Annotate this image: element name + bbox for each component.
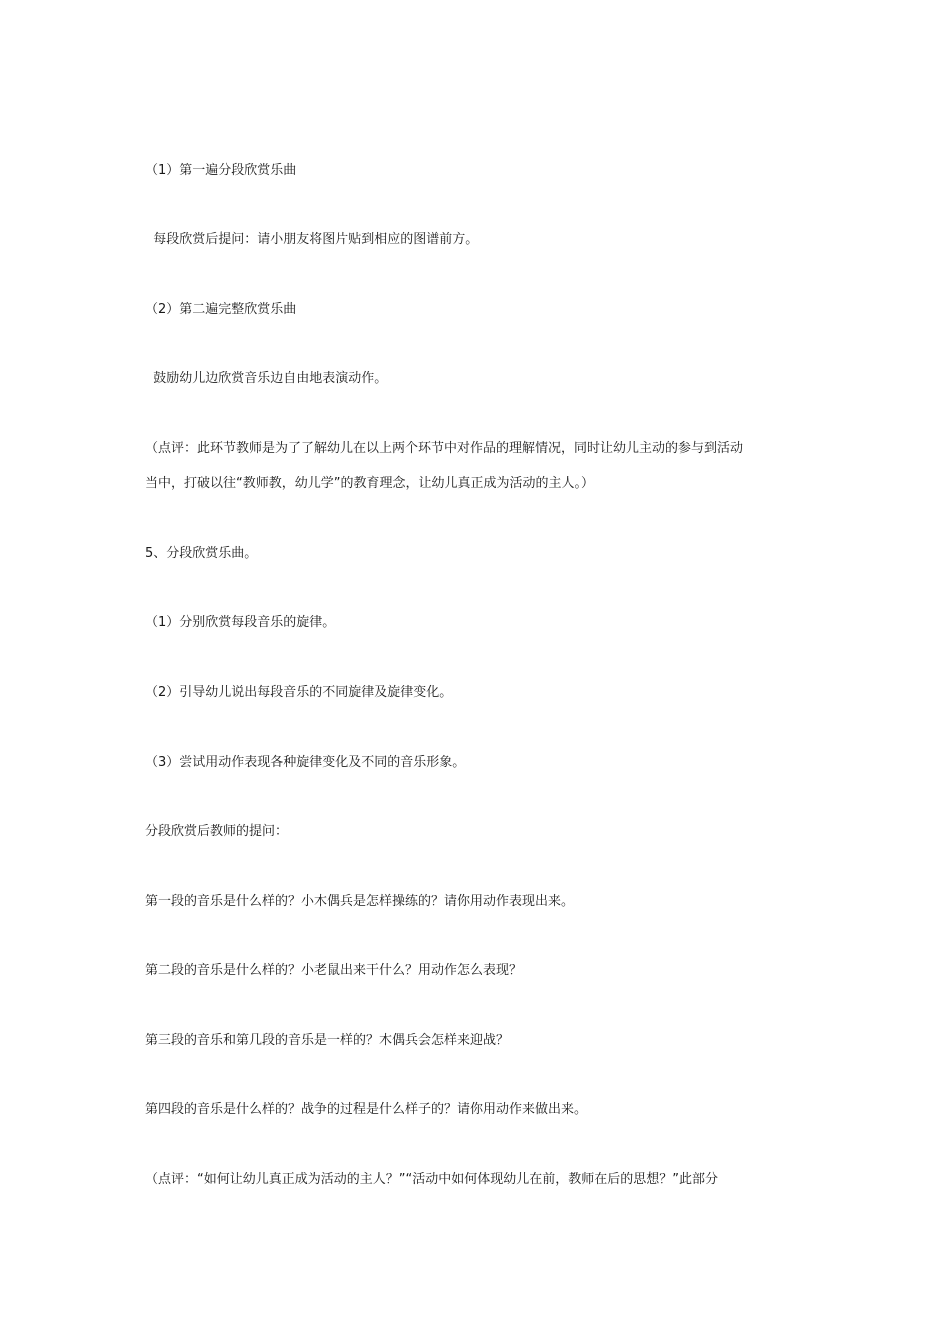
step-4-1-heading: （1）第一遍分段欣赏乐曲	[145, 163, 297, 178]
comment-2-line-1: （点评：“如何让幼儿真正成为活动的主人？”“活动中如何体现幼儿在前，教师在后的思想？”此部分	[145, 1172, 718, 1187]
comment-1-line-2: 当中，打破以往“教师教，幼儿学”的教育理念，让幼儿真正成为活动的主人。）	[145, 476, 594, 491]
step-5-2: （2）引导幼儿说出每段音乐的不同旋律及旋律变化。	[145, 685, 453, 700]
question-3: 第三段的音乐和第几段的音乐是一样的？木偶兵会怎样来迎战？	[145, 1033, 510, 1048]
step-4-2-detail: 鼓励幼儿边欣赏音乐边自由地表演动作。	[145, 371, 388, 386]
question-4: 第四段的音乐是什么样的？战争的过程是什么样子的？请你用动作来做出来。	[145, 1102, 588, 1117]
step-5-3: （3）尝试用动作表现各种旋律变化及不同的音乐形象。	[145, 755, 466, 770]
step-4-2-heading: （2）第二遍完整欣赏乐曲	[145, 302, 297, 317]
question-1: 第一段的音乐是什么样的？小木偶兵是怎样操练的？请你用动作表现出来。	[145, 894, 575, 909]
questions-intro: 分段欣赏后教师的提问：	[145, 824, 289, 839]
step-5-1: （1）分别欣赏每段音乐的旋律。	[145, 615, 336, 630]
section-5-heading: 5、分段欣赏乐曲。	[145, 546, 258, 561]
comment-1-line-1: （点评：此环节教师是为了了解幼儿在以上两个环节中对作品的理解情况，同时让幼儿主动的参与到活动	[145, 441, 744, 456]
step-4-1-detail: 每段欣赏后提问：请小朋友将图片贴到相应的图谱前方。	[145, 232, 479, 247]
question-2: 第二段的音乐是什么样的？小老鼠出来干什么？用动作怎么表现？	[145, 963, 523, 978]
